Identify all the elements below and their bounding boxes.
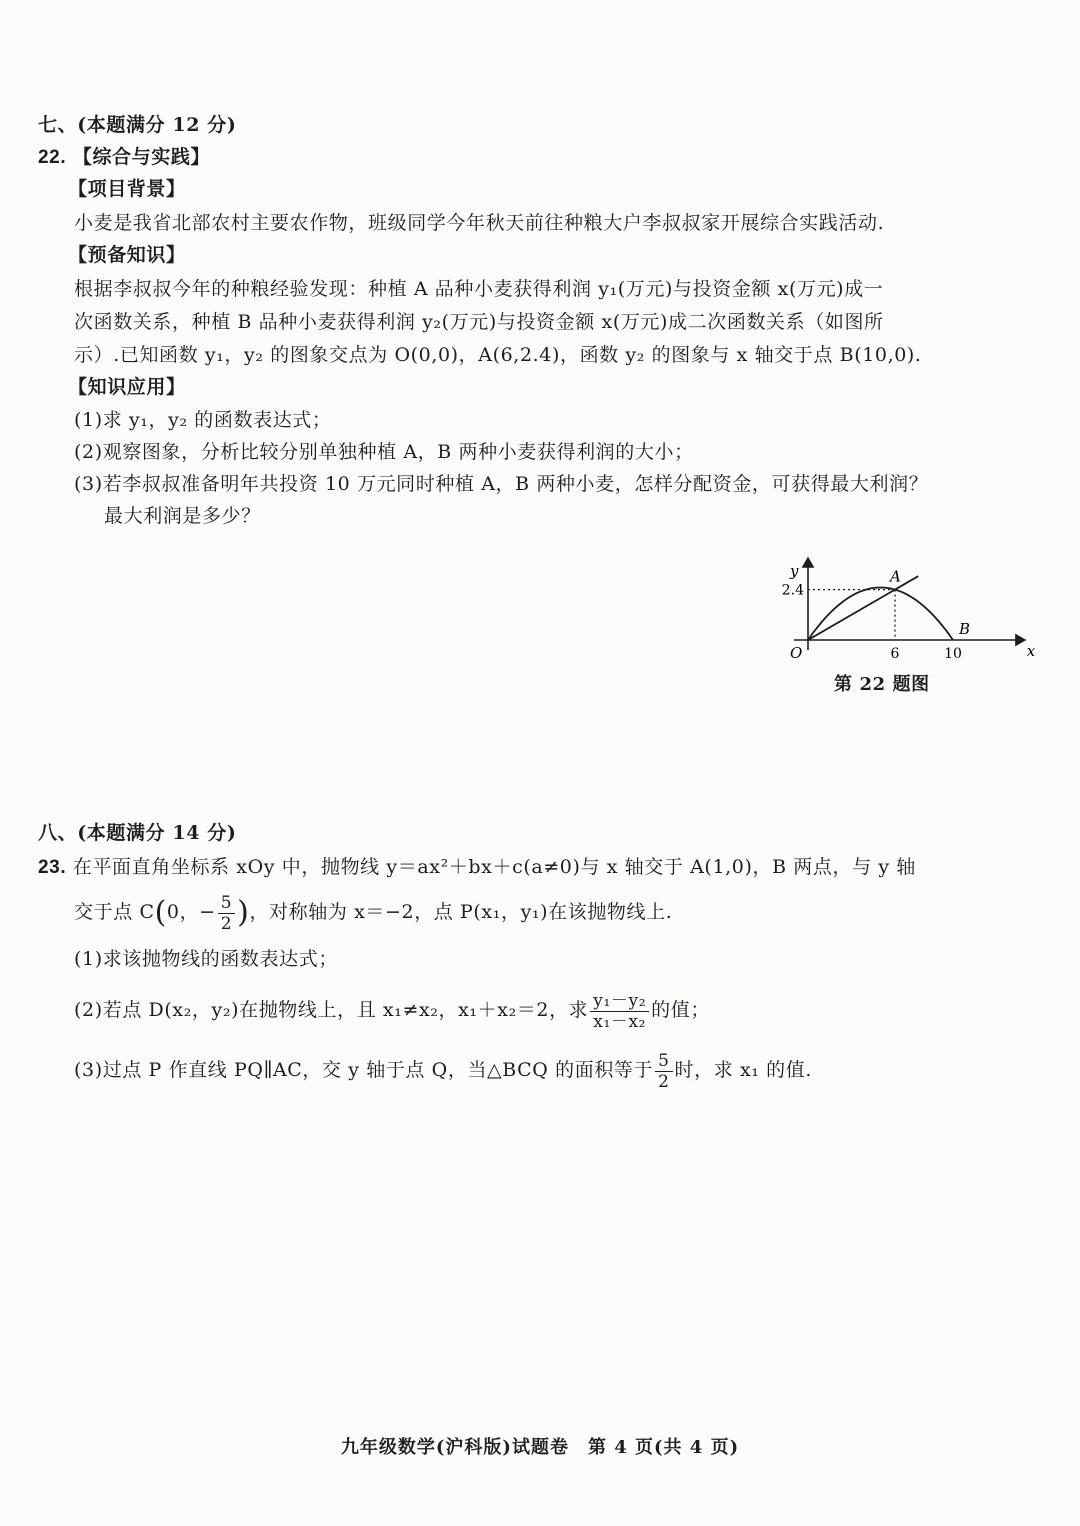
question-22-part-2: (2)观察图象，分析比较分别单独种植 A，B 两种小麦获得利润的大小； <box>74 441 694 463</box>
x-tick-label-6: 6 <box>890 646 900 662</box>
question-23-part-2 <box>74 986 710 1034</box>
section-7-heading: 七、(本题满分 12 分) <box>38 114 237 136</box>
question-23-part-3-pre: (3)过点 P 作直线 PQ∥AC，交 y 轴于点 Q，当△BCQ 的面积等于 <box>74 1059 654 1081</box>
question-23-stem-line-2-pre: 交于点 C <box>74 901 155 923</box>
question-22-part-3-cont: 最大利润是多少？ <box>104 505 261 527</box>
section-8-heading: 八、(本题满分 14 分) <box>38 822 237 844</box>
x-tick-label-10: 10 <box>944 646 962 662</box>
question-23-part-3 <box>74 1046 812 1094</box>
knowledge-label: 【预备知识】 <box>68 244 186 266</box>
question-23-number: 23. <box>38 857 67 878</box>
question-23-stem-line-1: 在平面直角坐标系 xOy 中，抛物线 y＝ax²＋bx＋c(a≠0)与 x 轴交于 A(1,0)，B 两点，与 y 轴 <box>72 856 916 878</box>
question-22-number: 22. <box>38 147 67 168</box>
origin-label: O <box>790 644 803 662</box>
question-22-title-line <box>38 144 210 171</box>
question-23-line-2 <box>74 888 672 937</box>
knowledge-line-2: 次函数关系，种植 B 品种小麦获得利润 y₂(万元)与投资金额 x(万元)成二次函数关系（如图所 <box>74 311 884 333</box>
figure-22-graph <box>770 528 1036 668</box>
knowledge-line-3: 示）.已知函数 y₁，y₂ 的图象交点为 O(0,0)，A(6,2.4)，函数 y₂ 的图象与 x 轴交于点 B(10,0). <box>74 344 922 366</box>
x-axis-label: x <box>1026 642 1036 660</box>
page-footer: 九年级数学(沪科版)试题卷 第 4 页(共 4 页) <box>340 1437 740 1458</box>
point-a-label: A <box>890 567 901 586</box>
question-23-line-1 <box>38 854 916 881</box>
application-label: 【知识应用】 <box>68 376 186 398</box>
y-axis-label: y <box>790 562 799 581</box>
question-22-part-3: (3)若李叔叔准备明年共投资 10 万元同时种植 A，B 两种小麦，怎样分配资金，可获得最大利润？ <box>74 473 929 495</box>
fraction-numerator: 5 <box>655 1051 672 1072</box>
knowledge-line-1: 根据李叔叔今年的种粮经验发现：种植 A 品种小麦获得利润 y₁(万元)与投资金额 x(万元)成一 <box>74 278 884 300</box>
paren-open: ( <box>154 895 167 930</box>
fraction-denominator: 2 <box>220 913 233 934</box>
fraction-denominator: x₁－x₂ <box>593 1011 647 1032</box>
fraction-difference-quotient <box>590 991 649 1032</box>
figure-22-caption: 第 22 题图 <box>834 674 930 695</box>
y1-linear-line <box>808 576 918 640</box>
question-22-part-1: (1)求 y₁，y₂ 的函数表达式； <box>74 409 332 431</box>
y-tick-label: 2.4 <box>781 582 804 599</box>
question-23-part-1: (1)求该抛物线的函数表达式； <box>74 948 338 970</box>
point-b-label: B <box>959 620 971 638</box>
paren-close: ) <box>237 895 250 930</box>
fraction-five-halves-area <box>655 1051 672 1092</box>
y2-parabola-curve <box>808 588 953 641</box>
background-text: 小麦是我省北部农村主要农作物，班级同学今年秋天前往种粮大户李叔叔家开展综合实践活动. <box>74 212 885 234</box>
question-22-title: 【综合与实践】 <box>72 146 211 168</box>
fraction-numerator: 5 <box>218 893 235 914</box>
background-label: 【项目背景】 <box>68 178 186 200</box>
fraction-numerator: y₁－y₂ <box>590 991 649 1012</box>
point-c-coords: 0，− <box>166 901 216 923</box>
fraction-five-halves <box>218 893 235 934</box>
question-23-part-2-post: 的值； <box>651 999 710 1021</box>
question-23-part-2-pre: (2)若点 D(x₂，y₂)在抛物线上，且 x₁≠x₂，x₁＋x₂＝2，求 <box>74 999 589 1021</box>
question-23-stem-line-2-post: ，对称轴为 x＝−2，点 P(x₁，y₁)在该抛物线上. <box>249 901 673 923</box>
question-23-part-3-post: 时，求 x₁ 的值. <box>674 1059 812 1081</box>
fraction-denominator: 2 <box>658 1071 670 1092</box>
